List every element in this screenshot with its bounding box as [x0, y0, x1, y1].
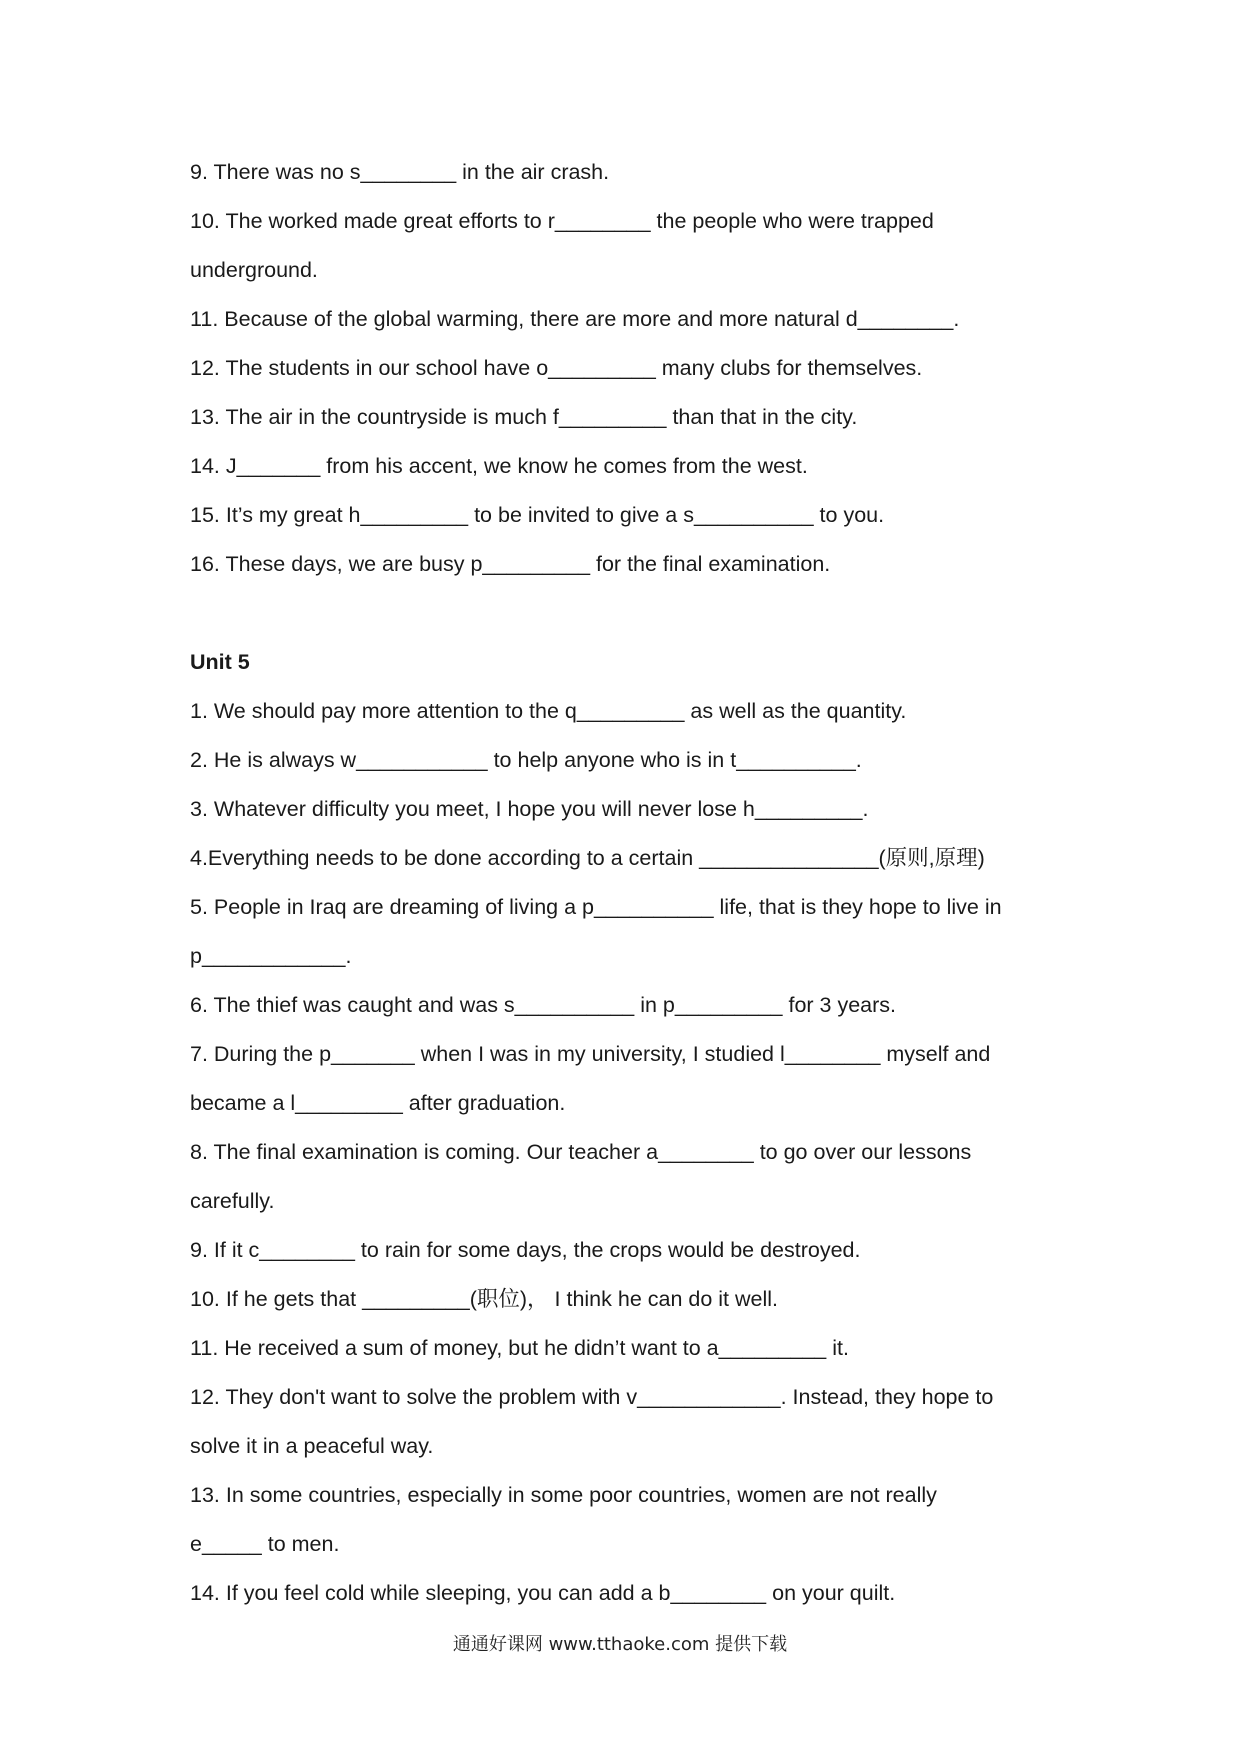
text-line: 8. The final examination is coming. Our teacher a________ to go over our lessons	[190, 1140, 972, 1164]
text-line: 11. Because of the global warming, there are more and more natural d________.	[190, 307, 960, 331]
text-line: 2. He is always w___________ to help anyone who is in t__________.	[190, 748, 862, 772]
page-footer: 通通好课网 www.tthaoke.com 提供下载	[452, 1634, 788, 1655]
text-line: underground.	[190, 258, 318, 282]
text-line: carefully.	[190, 1189, 275, 1213]
text-line: 1. We should pay more attention to the q_________ as well as the quantity.	[190, 699, 907, 723]
text-line: 3. Whatever difficulty you meet, I hope you will never lose h_________.	[190, 797, 869, 821]
text-line: 9. There was no s________ in the air crash.	[190, 160, 610, 184]
text-line: p____________.	[190, 944, 352, 968]
text-line: 13. In some countries, especially in some poor countries, women are not really	[190, 1483, 937, 1507]
text-line: became a l_________ after graduation.	[190, 1091, 566, 1115]
text-line: 12. The students in our school have o_________ many clubs for themselves.	[190, 356, 923, 380]
text-line: 4.Everything needs to be done according to a certain _______________(原则,原理)	[190, 846, 985, 870]
text-line: 16. These days, we are busy p_________ for the final examination.	[190, 552, 831, 576]
text-line: 14. If you feel cold while sleeping, you can add a b________ on your quilt.	[190, 1581, 896, 1605]
text-line: 10. If he gets that _________(职位)， I think he can do it well.	[190, 1287, 779, 1311]
text-line: solve it in a peaceful way.	[190, 1434, 434, 1458]
text-line: 14. J_______ from his accent, we know he comes from the west.	[190, 454, 808, 478]
text-line: e_____ to men.	[190, 1532, 340, 1556]
text-line: 12. They don't want to solve the problem with v____________. Instead, they hope to	[190, 1385, 994, 1409]
document-body	[190, 148, 1090, 1618]
text-line: 11. He received a sum of money, but he didn’t want to a_________ it.	[190, 1336, 849, 1360]
spacer	[190, 589, 1090, 638]
text-line: 6. The thief was caught and was s__________ in p_________ for 3 years.	[190, 993, 897, 1017]
text-line: 10. The worked made great efforts to r________ the people who were trapped	[190, 209, 934, 233]
text-line: 7. During the p_______ when I was in my university, I studied l________ myself and	[190, 1042, 991, 1066]
text-line: 13. The air in the countryside is much f_________ than that in the city.	[190, 405, 858, 429]
text-line: 15. It’s my great h_________ to be invited to give a s__________ to you.	[190, 503, 885, 527]
text-line: 9. If it c________ to rain for some days, the crops would be destroyed.	[190, 1238, 861, 1262]
unit-heading: Unit 5	[190, 650, 250, 674]
text-line: 5. People in Iraq are dreaming of living a p__________ life, that is they hope to live in	[190, 895, 1002, 919]
